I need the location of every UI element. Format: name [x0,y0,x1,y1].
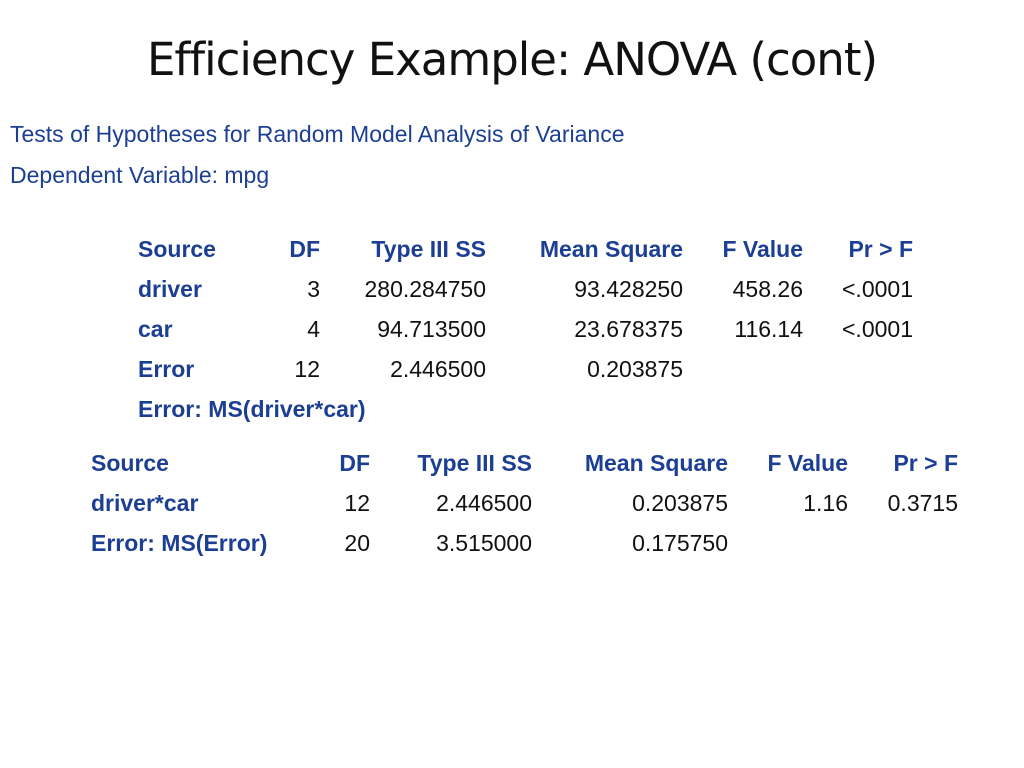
ms-cell: 0.175750 [632,529,728,556]
p-value-cell: <.0001 [842,315,913,342]
ss-cell: 3.515000 [436,529,532,556]
anova-table-interaction [91,443,958,563]
header-df: DF [289,235,320,262]
source-cell: driver [138,275,202,302]
header-f-value: F Value [722,235,803,262]
header-type3-ss: Type III SS [417,449,532,476]
slide-title: Efficiency Example: ANOVA (cont) [146,33,878,86]
f-value-cell [728,523,848,563]
header-pr-f: Pr > F [893,449,958,476]
df-cell: 12 [344,489,370,516]
header-source: Source [91,449,169,476]
df-cell: 12 [294,355,320,382]
dependent-variable-label: Dependent Variable: mpg [10,162,270,188]
header-mean-square: Mean Square [584,449,728,476]
df-cell: 20 [344,529,370,556]
f-value-cell: 1.16 [803,489,848,516]
table-header-row [138,229,913,269]
f-value-cell: 458.26 [732,275,803,302]
source-cell: driver*car [91,489,199,516]
f-value-cell: 116.14 [734,315,803,342]
ss-cell: 2.446500 [390,355,486,382]
table-row [138,349,913,389]
analysis-subtitle: Tests of Hypotheses for Random Model Analysis of Variance [10,121,625,147]
header-f-value: F Value [767,449,848,476]
df-cell: 4 [307,315,320,342]
table-row [91,483,958,523]
p-value-cell [848,523,958,563]
header-mean-square: Mean Square [539,235,683,262]
ms-cell: 0.203875 [587,355,683,382]
source-cell: Error: MS(Error) [91,529,268,556]
p-value-cell [803,349,913,389]
table-row [91,523,958,563]
ms-cell: 0.203875 [632,489,728,516]
p-value-cell: <.0001 [842,275,913,302]
header-type3-ss: Type III SS [371,235,486,262]
source-cell: Error [138,355,195,382]
ss-cell: 94.713500 [377,315,486,342]
header-pr-f: Pr > F [848,235,913,262]
p-value-cell: 0.3715 [887,489,958,516]
ss-cell: 2.446500 [436,489,532,516]
ms-cell: 23.678375 [574,315,683,342]
table-row [138,309,913,349]
ss-cell: 280.284750 [364,275,486,302]
anova-table-main-effects [138,229,913,429]
table-row [138,269,913,309]
f-value-cell [683,349,803,389]
ms-cell: 93.428250 [574,275,683,302]
df-cell: 3 [307,275,320,302]
table-header-row [91,443,958,483]
error-term-note: Error: MS(driver*car) [138,395,366,422]
header-df: DF [339,449,370,476]
header-source: Source [138,235,216,262]
source-cell: car [138,315,173,342]
table-footer-row [138,389,913,429]
